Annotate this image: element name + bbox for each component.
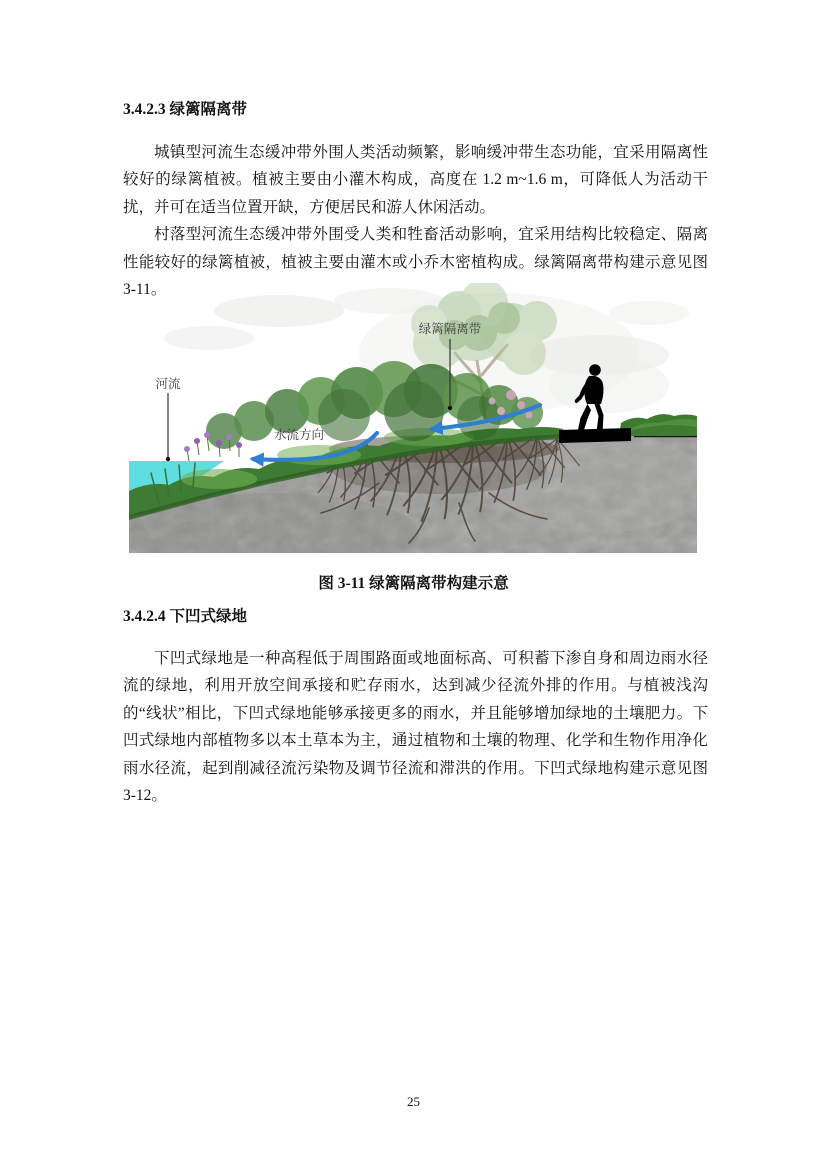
hedge-belt-diagram xyxy=(129,283,697,553)
paragraph: 城镇型河流生态缓冲带外围人类活动频繁，影响缓冲带生态功能，宜采用隔离性较好的绿篱植被。植被主要由小灌木构成，高度在 1.2 m~1.6 m，可降低人为活动干扰，并可在适当位置开缺，方便居民和游人休闲活动。 xyxy=(123,144,708,216)
page-number: 25 xyxy=(407,1094,420,1109)
section-body-3-4-2-4 xyxy=(123,645,708,809)
figure-3-11 xyxy=(129,283,697,553)
figure-caption: 图 3-11 绿篱隔离带构建示意 xyxy=(318,575,509,592)
footpath xyxy=(559,428,631,443)
section-heading-3-4-2-4: 3.4.2.4 下凹式绿地 xyxy=(123,608,248,625)
flow-direction-label: 水流方向 xyxy=(273,428,325,442)
paragraph: 村落型河流生态缓冲带外围受人类和牲畜活动影响，宜采用结构比较稳定、隔离性能较好的绿篱植被，植被主要由灌木或小乔木密植构成。绿篱隔离带构建示意见图 3-11。 xyxy=(123,226,708,299)
hedge-belt-label: 绿篱隔离带 xyxy=(418,322,482,336)
river-label: 河流 xyxy=(155,377,181,391)
section-body-3-4-2-3 xyxy=(123,139,708,303)
paragraph: 下凹式绿地是一种高程低于周围路面或地面标高、可积蓄下渗自身和周边雨水径流的绿地，利用开放空间承接和贮存雨水，达到减少径流外排的作用。与植被浅沟的“线状”相比，下凹式绿地能够承接更多的雨水，并且能够增加绿地的土壤肥力。下凹式绿地内部植物多以本土草本为主，通过植物和土壤的物理、化学和生物作用净化雨水径流，起到削减径流污染物及调节径流和滞洪的作用。下凹式绿地构建示意见图 3-12。 xyxy=(123,650,708,805)
section-heading-3-4-2-3: 3.4.2.3 绿篱隔离带 xyxy=(123,101,248,118)
